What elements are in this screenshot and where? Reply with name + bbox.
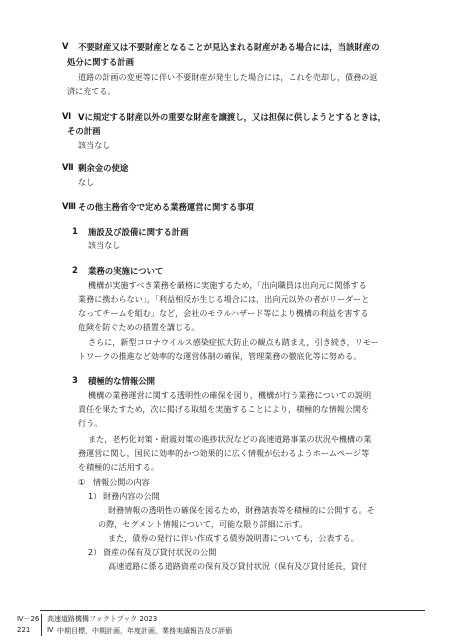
paragraph-line: 責任を果たすため，次に掲げる取組を実施することにより，積極的な情報公開を	[78, 404, 370, 414]
paragraph-line: さらに，新型コロナウイルス感染症拡大防止の観点も踏まえ，引き続き，リモー	[88, 337, 379, 347]
paragraph-line: 高速道路に係る道路資産の保有及び貸付状況（保有及び貸付延長，貸付	[108, 561, 368, 571]
section-number: Ⅵ	[62, 111, 72, 121]
paragraph-line: なってチームを組む」など，会社のモラルハザード等により機構の利益を害する	[78, 308, 369, 318]
paragraph-line: また，債券の発行に伴い作成する債券説明書についても，公表する。	[108, 533, 359, 543]
section-body: なし	[78, 177, 95, 187]
footer-rule	[40, 610, 425, 611]
page-number-chapter: Ⅳ－26	[17, 615, 40, 623]
subitem-number: 2）	[88, 547, 102, 557]
subsection-title: 施設及び設備に関する計画	[88, 227, 189, 237]
subsection-title: 業務の実施について	[88, 266, 164, 276]
paragraph-line: 業務に携わらない」，「利益相反が生じる場合には，出向元以外の者がリーダーと	[78, 294, 370, 304]
subsection-number: 3	[72, 375, 78, 385]
section-number: Ⅶ	[62, 162, 74, 172]
subitem-number: 1）	[88, 491, 102, 501]
item-title: 情報公開の内容	[93, 477, 150, 487]
paragraph-line: 行う。	[78, 418, 103, 428]
subitem-title: 資産の保有及び貸付状況の公開	[103, 547, 217, 557]
section-body: 該当なし	[78, 140, 111, 150]
subitem-title: 財務内容の公開	[103, 491, 160, 501]
subsection-number: 1	[72, 226, 78, 236]
paragraph-line: 財務情報の透明性の確保を図るため，財務諸表等を積極的に公開する。そ	[108, 505, 375, 515]
item-number: ①	[78, 477, 86, 487]
section-title: 不要財産又は不要財産となることが見込まれる財産がある場合には，当該財産の	[78, 42, 380, 52]
section-title: その計画	[67, 126, 101, 136]
subsection-title: 積極的な情報公開	[88, 376, 155, 386]
section-body: 済に充てる。	[67, 86, 116, 96]
paragraph-line: 危険を防ぐための措置を講じる。	[78, 322, 200, 332]
section-title: その他主務省令で定める業務運営に関する事項	[78, 202, 254, 212]
chapter-number: Ⅳ	[47, 626, 54, 634]
paragraph-line: の際，セグメント情報について，可能な限り詳細に示す。	[98, 519, 308, 529]
paragraph-line: 機構が実施すべき業務を厳格に実施するため，「出向職員は出向元に関係する	[88, 280, 367, 290]
paragraph-line: を積極的に活用する。	[78, 462, 159, 472]
page-number-total: 221	[17, 626, 31, 634]
section-title: Ⅴに規定する財産以外の重要な財産を譲渡し，又は担保に供しようとするときは，	[78, 112, 386, 122]
section-title: 処分に関する計画	[67, 57, 134, 67]
chapter-title: 中期目標，中期計画，年度計画，業務実績報告及び評価	[57, 627, 232, 635]
section-body: 道路の計画の変更等に伴い不要財産が発生した場合には，これを売却し，債務の返	[78, 72, 378, 82]
paragraph-line: 務運営に関し，国民に効率的かつ効果的に広く情報が伝わるようホームページ等	[78, 448, 370, 458]
subsection-body: 該当なし	[88, 240, 121, 250]
section-number: Ⅷ	[62, 201, 77, 211]
subsection-number: 2	[72, 265, 78, 275]
section-title: 剰余金の使途	[78, 163, 129, 173]
paragraph-line: また，老朽化対策・耐震対策の進捗状況などの高速道路事業の状況や機構の業	[88, 434, 372, 444]
footer-divider	[41, 614, 42, 636]
paragraph-line: 機構の業務運営に関する透明性の確保を図り，機構が行う業務についての説明	[88, 390, 372, 400]
paragraph-line: トワークの推進など効率的な運営体制の確保，管理業務の徹底化等に努める。	[78, 351, 362, 361]
section-number: Ⅴ	[62, 41, 69, 51]
book-title: 高速道路機構ファクトブック 2023	[47, 615, 158, 623]
